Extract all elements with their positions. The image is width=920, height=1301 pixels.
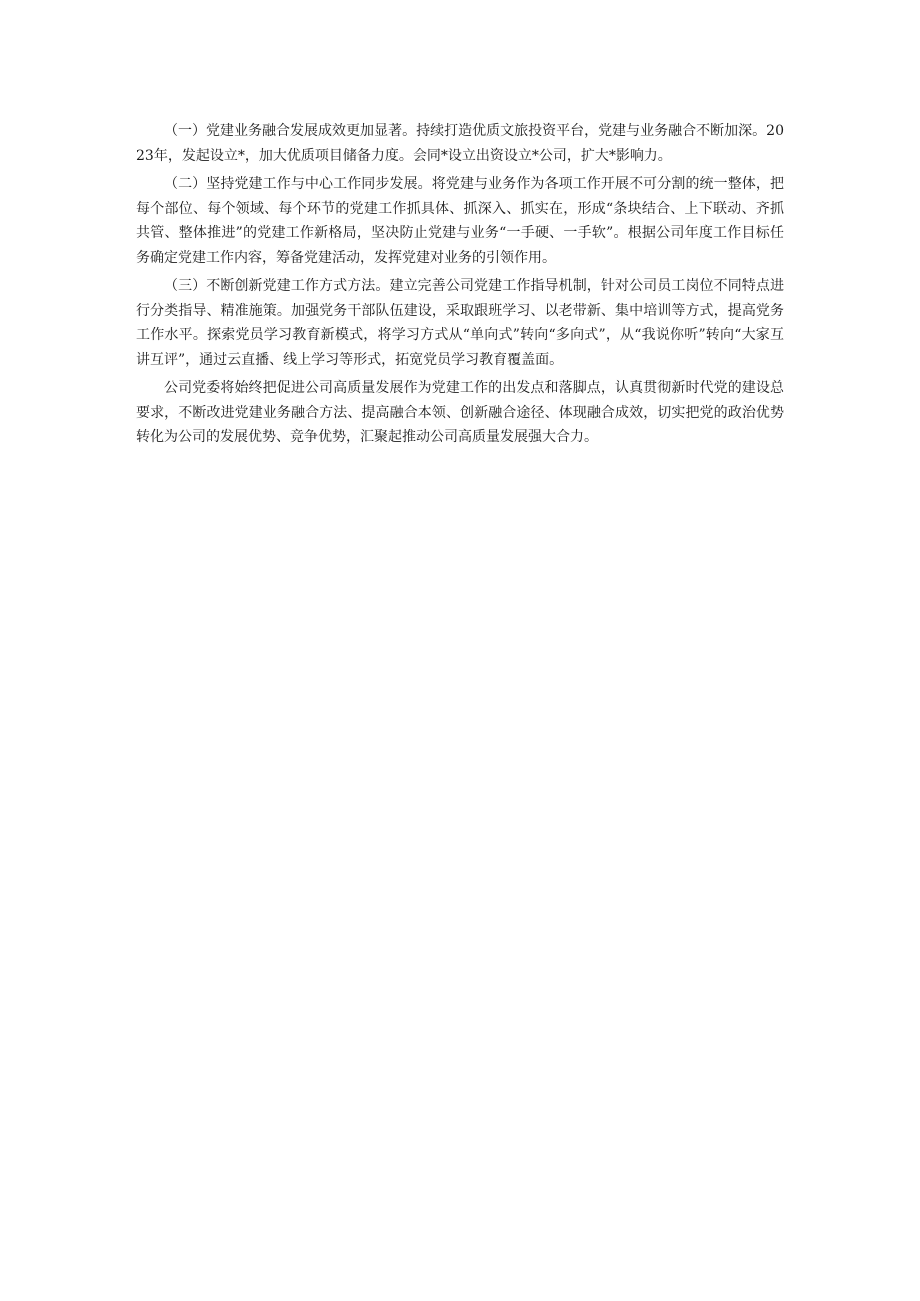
paragraph-conclusion: 公司党委将始终把促进公司高质量发展作为党建工作的出发点和落脚点，认真贯彻新时代党的建设总要求，不断改进党建业务融合方法、提高融合本领、创新融合途径、体现融合成效，切实把党的政治优势转化为公司的发展优势、竞争优势，汇聚起推动公司高质量发展强大合力。: [136, 380, 784, 445]
paragraph-synchronous-development: （二）坚持党建工作与中心工作同步发展。将党建与业务作为各项工作开展不可分割的统一整体，把每个部位、每个领域、每个环节的党建工作抓具体、抓深入、抓实在，形成“条块结合、上下联动、齐抓共管、整体推进”的党建工作新格局，坚决防止党建与业务“一手硬、一手软”。根据公司年度工作目标任务确定党建工作内容，筹备党建活动，发挥党建对业务的引领作用。: [136, 176, 784, 266]
paragraph-integration-results: （一）党建业务融合发展成效更加显著。持续打造优质文旅投资平台，党建与业务融合不断加深。2023年，发起设立*，加大优质项目储备力度。会同*设立出资设立*公司，扩大*影响力。: [136, 123, 784, 164]
document-body: [136, 119, 784, 454]
paragraph-innovation-methods: （三）不断创新党建工作方式方法。建立完善公司党建工作指导机制，针对公司员工岗位不同特点进行分类指导、精准施策。加强党务干部队伍建设，采取跟班学习、以老带新、集中培训等方式，提高党务工作水平。探索党员学习教育新模式，将学习方式从“单向式”转向“多向式”，从“我说你听”转向“大家互讲互评”，通过云直播、线上学习等形式，拓宽党员学习教育覆盖面。: [136, 278, 784, 368]
